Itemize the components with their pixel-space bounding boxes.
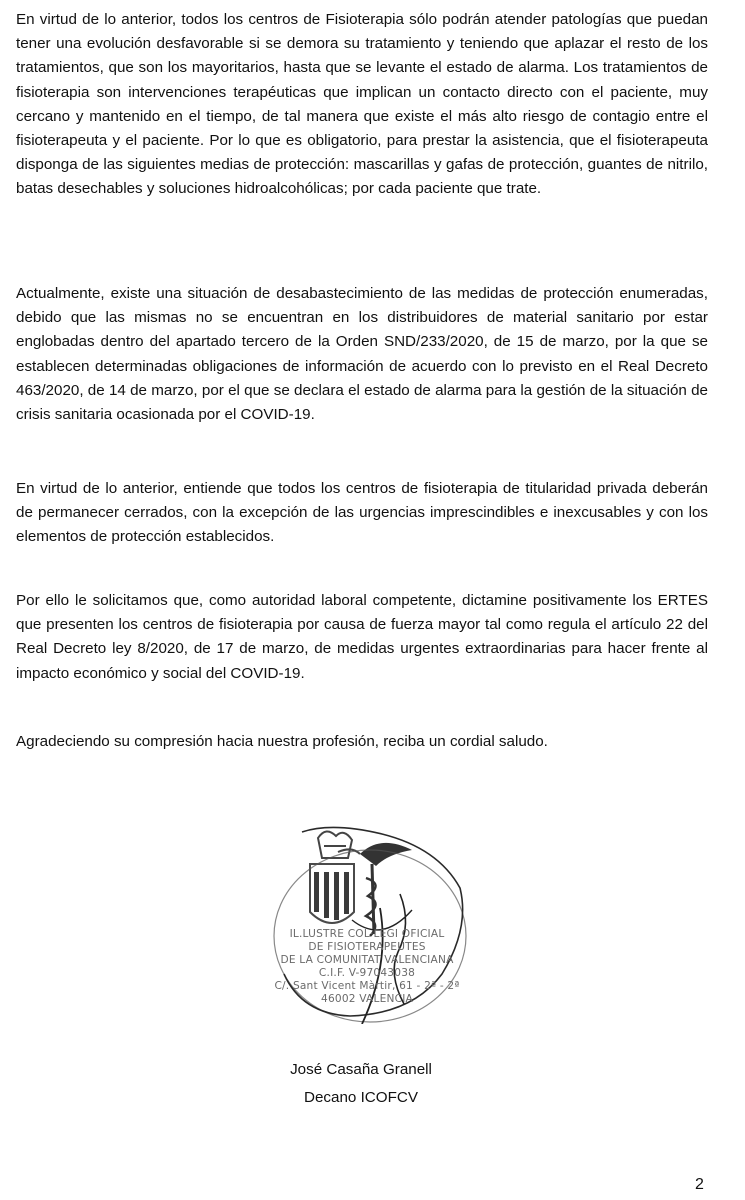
paragraph-shortage: Actualmente, existe una situación de desabastecimiento de las medidas de protección enumeradas, debido que las mismas no se encuentran en los distribuidores de material sanitario por estar englobadas dentro del apartado tercero de la Orden SND/233/2020, de 15 de marzo, por la que se establecen determinadas obligaciones de información de acuerdo con lo previsto en el Real Decreto 463/2020, de 14 de marzo, por el que se declara el estado de alarma para la gestión de la situación de crisis sanitaria ocasionada por el COVID-19. — [16, 285, 708, 424]
paragraph-closure: En virtud de lo anterior, entiende que todos los centros de fisioterapia de titularidad privada deberán de permanecer cerrados, con la excepción de las urgencias imprescindibles e inexcusables y con los elementos de protección establecidos. — [16, 480, 708, 546]
stamp-line-name: IL.LUSTRE COL·LEGI OFICIAL — [289, 928, 445, 940]
stamp-line-cif: C.I.F. V-97043038 — [318, 967, 416, 979]
stamp-line-city: 46002 VALENCIA — [321, 993, 413, 1005]
page-number: 2 — [695, 1176, 704, 1193]
paragraph-erte-request: Por ello le solicitamos que, como autoridad laboral competente, dictamine positivamente los ERTES que presenten los centros de fisioterapia por causa de fuerza mayor tal como regula el artículo 22 del Real Decreto ley 8/2020, de 17 de marzo, de medidas urgentes extraordinarias para hacer frente al impacto económico y social del COVID-19. — [16, 592, 708, 682]
stamp-line-address: C/. Sant Vicent Màrtir, 61 - 2ª - 2ª — [274, 980, 460, 992]
paragraph-closing: Agradeciendo su compresión hacia nuestra profesión, reciba un cordial saludo. — [16, 733, 548, 750]
stamp-line-region: DE LA COMUNITAT VALENCIANA — [280, 954, 454, 966]
paragraph-protection-measures: En virtud de lo anterior, todos los centros de Fisioterapia sólo podrán atender patologías que puedan tener una evolución desfavorable si se demora su tratamiento y teniendo que aplazar el resto de los tratamientos, que son los mayoritarios, hasta que se levante el estado de alarma. Los tratamientos de fisioterapia son intervenciones terapéuticas que implican un contacto directo con el paciente, muy cercano y mantenido en el tiempo, de tal manera que existe el más alto riesgo de contagio entre el fisioterapeuta y el paciente. Por lo que es obligatorio, para prestar la asistencia, que el fisioterapeuta disponga de las siguientes medias de protección: mascarillas y gafas de protección, guantes de nitrilo, batas desechables y soluciones hidroalcohólicas; por cada paciente que trate. — [16, 11, 708, 198]
signatory-name: José Casaña Granell — [290, 1061, 432, 1078]
signature-block — [250, 1056, 472, 1112]
signatory-title: Decano ICOFCV — [304, 1089, 418, 1106]
stamp-line-profession: DE FISIOTERAPEUTES — [308, 941, 426, 953]
stamp-text — [262, 928, 472, 1006]
